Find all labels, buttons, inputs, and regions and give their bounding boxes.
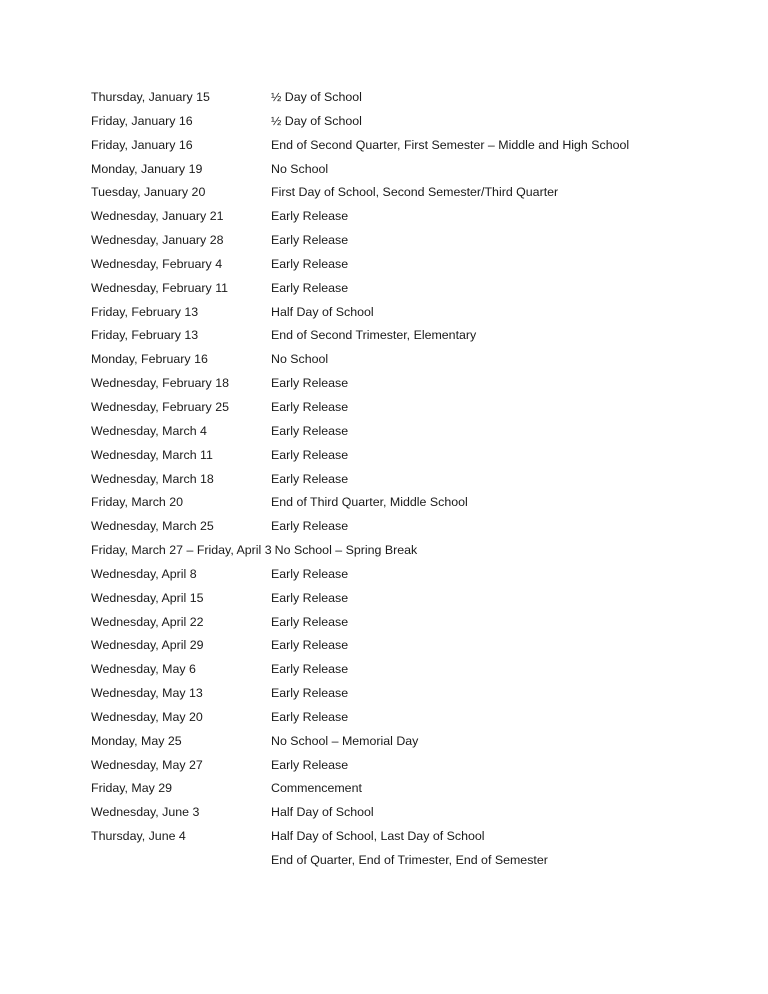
schedule-row: [91, 349, 711, 373]
schedule-event: ½ Day of School: [271, 90, 362, 104]
schedule-event: Early Release: [271, 662, 349, 677]
schedule-row: [91, 230, 711, 254]
schedule-event: Half Day of School: [271, 304, 374, 319]
schedule-date: Wednesday, February 25: [91, 399, 229, 414]
schedule-date: Wednesday, January 28: [91, 233, 224, 248]
schedule-event: Early Release: [271, 256, 349, 271]
schedule-row: [91, 516, 711, 540]
schedule-date: Friday, March 20: [91, 495, 184, 510]
schedule-row: [91, 206, 711, 230]
schedule-event: No School – Spring Break: [274, 543, 418, 558]
schedule-event: No School: [271, 352, 329, 367]
schedule-date: Wednesday, February 4: [91, 256, 223, 271]
schedule-date: Wednesday, May 6: [91, 662, 196, 677]
schedule-row: [91, 182, 711, 206]
schedule-event: Half Day of School: [271, 805, 374, 820]
schedule-row: [91, 612, 711, 636]
schedule-event: Early Release: [271, 233, 349, 248]
schedule-event: Commencement: [271, 781, 362, 796]
schedule-event: No School: [271, 161, 329, 176]
schedule-date: Wednesday, June 3: [91, 805, 200, 820]
schedule-date: Friday, May 29: [91, 781, 173, 796]
schedule-date: Wednesday, April 22: [91, 614, 204, 629]
schedule-date: Wednesday, March 4: [91, 423, 207, 438]
schedule-date: Wednesday, January 21: [91, 209, 224, 224]
schedule-event: No School – Memorial Day: [271, 733, 419, 748]
schedule-row: [91, 778, 711, 802]
schedule-date: Wednesday, May 13: [91, 686, 203, 701]
schedule-date: Monday, February 16: [91, 352, 208, 367]
schedule-event: Early Release: [271, 757, 349, 772]
schedule-row: [91, 683, 711, 707]
schedule-row: [91, 564, 711, 588]
schedule-date: Monday, January 19: [91, 161, 203, 176]
schedule-row: [91, 278, 711, 302]
schedule-event: Early Release: [271, 638, 349, 653]
schedule-event: End of Quarter, End of Trimester, End of Semester: [271, 853, 548, 867]
schedule-date: Wednesday, March 11: [91, 447, 213, 462]
schedule-event: Early Release: [271, 686, 349, 701]
schedule-row: [91, 445, 711, 469]
schedule-date: Wednesday, February 18: [91, 376, 229, 391]
schedule-event: ½ Day of School: [271, 113, 362, 128]
schedule-row: [91, 826, 711, 850]
schedule-date: Wednesday, April 15: [91, 590, 204, 605]
schedule-date: Wednesday, May 27: [91, 757, 203, 772]
schedule-event: Early Release: [271, 399, 349, 414]
schedule-list: [91, 87, 711, 874]
schedule-row: [91, 492, 711, 516]
schedule-row: [91, 421, 711, 445]
schedule-row: [91, 659, 711, 683]
schedule-date: Friday, February 13: [91, 328, 199, 343]
schedule-event: End of Second Quarter, First Semester – Middle and High School: [271, 137, 630, 152]
schedule-row: [91, 254, 711, 278]
schedule-date: Monday, May 25: [91, 733, 182, 748]
schedule-event: End of Third Quarter, Middle School: [271, 495, 468, 510]
schedule-row: [91, 588, 711, 612]
schedule-event: Early Release: [271, 614, 349, 629]
schedule-date: Thursday, June 4: [91, 829, 186, 844]
schedule-row: [91, 755, 711, 779]
schedule-row: [91, 707, 711, 731]
schedule-date: Friday, January 16: [91, 137, 193, 152]
schedule-row: [91, 373, 711, 397]
schedule-date: Thursday, January 15: [91, 90, 210, 104]
schedule-row: [91, 850, 711, 874]
schedule-event: Early Release: [271, 447, 349, 462]
schedule-date: Friday, February 13: [91, 304, 199, 319]
schedule-row: [91, 469, 711, 493]
schedule-event: Early Release: [271, 280, 349, 295]
schedule-date: Wednesday, March 25: [91, 519, 214, 534]
schedule-date: Wednesday, May 20: [91, 709, 203, 724]
schedule-event: Early Release: [271, 519, 349, 534]
schedule-date: Tuesday, January 20: [91, 185, 206, 200]
schedule-event: Early Release: [271, 423, 349, 438]
schedule-date: Friday, January 16: [91, 113, 193, 128]
schedule-row: [91, 802, 711, 826]
schedule-row: [91, 159, 711, 183]
schedule-event: Early Release: [271, 590, 349, 605]
schedule-event: Early Release: [271, 566, 349, 581]
schedule-date: Wednesday, April 29: [91, 638, 204, 653]
schedule-event: First Day of School, Second Semester/Third Quarter: [271, 185, 559, 200]
schedule-date: Wednesday, April 8: [91, 566, 197, 581]
schedule-row: [91, 397, 711, 421]
schedule-row: [91, 135, 711, 159]
schedule-event: Half Day of School, Last Day of School: [271, 829, 485, 844]
schedule-event: Early Release: [271, 209, 349, 224]
schedule-event: Early Release: [271, 709, 349, 724]
schedule-date: Wednesday, February 11: [91, 280, 229, 295]
schedule-row: [91, 325, 711, 349]
schedule-row: [91, 635, 711, 659]
schedule-row: [91, 731, 711, 755]
schedule-date: Wednesday, March 18: [91, 471, 214, 486]
schedule-row: [91, 87, 711, 111]
schedule-event: Early Release: [271, 471, 349, 486]
schedule-event: Early Release: [271, 376, 349, 391]
schedule-event: End of Second Trimester, Elementary: [271, 328, 477, 343]
schedule-row: [91, 540, 711, 564]
schedule-row: [91, 111, 711, 135]
schedule-date: Friday, March 27 – Friday, April 3: [91, 543, 272, 558]
schedule-row: [91, 302, 711, 326]
